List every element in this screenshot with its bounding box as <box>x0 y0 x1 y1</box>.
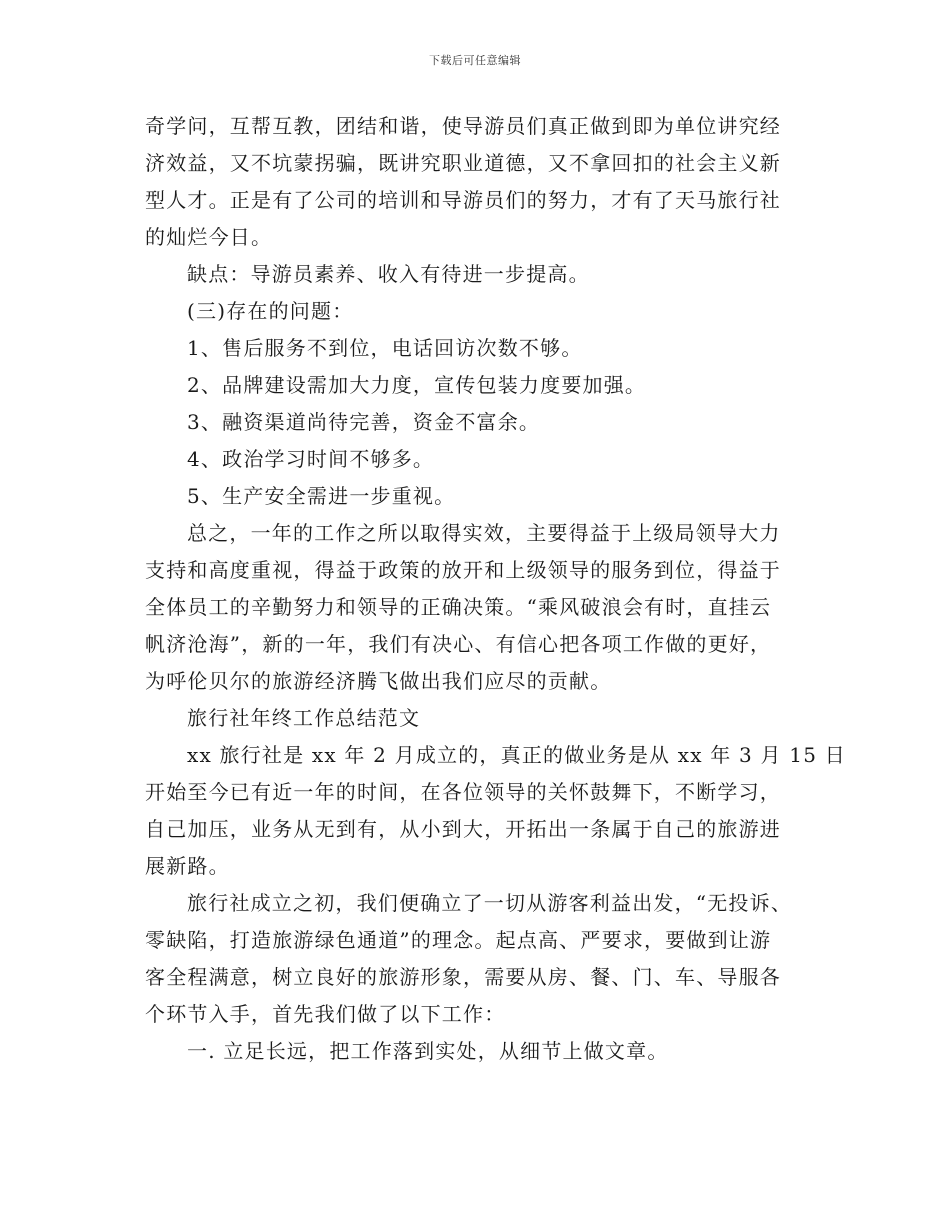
text-line: 的灿烂今日。 <box>145 225 273 249</box>
text-line: xx 旅行社是 xx 年 2 月成立的，真正的做业务是从 xx 年 3 月 15 日 <box>187 743 846 767</box>
text-line: 零缺陷，打造旅游绿色通道”的理念。起点高、严要求，要做到让游 <box>145 928 772 952</box>
document-body <box>145 108 846 1070</box>
text-line: 型人才。正是有了公司的培训和导游员们的努力，才有了天马旅行社 <box>145 188 781 212</box>
text-line: 全体员工的辛勤努力和领导的正确决策。“乘风破浪会有时，直挂云 <box>145 595 772 619</box>
list-item: 2、品牌建设需加大力度，宣传包装力度要加强。 <box>187 373 647 397</box>
section-heading: 一. 立足长远，把工作落到实处，从细节上做文章。 <box>187 1039 669 1063</box>
text-line: 支持和高度重视，得益于政策的放开和上级领导的服务到位，得益于 <box>145 558 781 582</box>
list-item: 4、政治学习时间不够多。 <box>187 447 435 471</box>
list-item: 3、融资渠道尚待完善，资金不富余。 <box>187 410 541 434</box>
text-line: 缺点：导游员素养、收入有待进一步提高。 <box>187 262 590 286</box>
text-line: 个环节入手，首先我们做了以下工作： <box>145 1002 506 1026</box>
section-title: 旅行社年终工作总结范文 <box>187 706 421 730</box>
list-item: 5、生产安全需进一步重视。 <box>187 484 456 508</box>
text-line: 旅行社成立之初，我们便确立了一切从游客利益出发，“无投诉、 <box>187 891 793 915</box>
text-line: 济效益，又不坑蒙拐骗，既讲究职业道德，又不拿回扣的社会主义新 <box>145 151 781 175</box>
page-header: 下载后可任意编辑 <box>429 54 521 67</box>
list-item: 1、售后服务不到位，电话回访次数不够。 <box>187 336 583 360</box>
text-line: 客全程满意，树立良好的旅游形象，需要从房、餐、门、车、导服各 <box>145 965 781 989</box>
text-line: 开始至今已有近一年的时间，在各位领导的关怀鼓舞下，不断学习， <box>145 780 781 804</box>
text-line: 自己加压，业务从无到有，从小到大，开拓出一条属于自己的旅游进 <box>145 817 781 841</box>
text-line: 展新路。 <box>145 854 230 878</box>
text-line: 帆济沧海”，新的一年，我们有决心、有信心把各项工作做的更好， <box>145 632 772 656</box>
section-heading: (三)存在的问题： <box>187 299 354 323</box>
text-line: 奇学问，互帮互教，团结和谐，使导游员们真正做到即为单位讲究经 <box>145 114 781 138</box>
text-line: 总之，一年的工作之所以取得实效，主要得益于上级局领导大力 <box>187 521 781 545</box>
text-line: 为呼伦贝尔的旅游经济腾飞做出我们应尽的贡献。 <box>145 669 612 693</box>
